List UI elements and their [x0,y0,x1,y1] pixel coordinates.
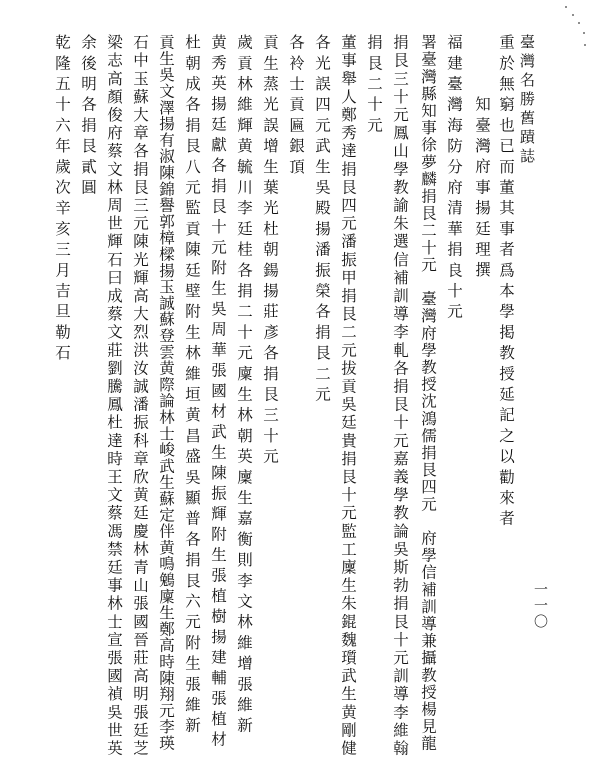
scan-speck [584,44,586,46]
text-column: 福建臺灣海防分府清華捐良十元 [445,34,463,324]
page-number: 一一〇 [532,582,548,630]
text-column: 捐艮三十元鳳山學教諭朱選信補訓導李軋各捐艮十元嘉義學教論吳斯勃捐艮十元訓導李維翰 [391,34,409,758]
text-column: 董事舉人鄭秀達捐艮四元潘振甲捐艮二元拔貢吳廷貴捐艮十元監工廩生朱錕魏瓆武生黄剛健 [339,34,357,758]
text-column: 貢生吳文澤揚有淑陳錦譽郭樟樑揚玉誠蘇登雲黄際論林士峻武生蘇定伴黄鳴鵵廩生鄭高時陳翔元李瑛 [157,34,175,752]
text-column: 貢生蒸光誤增生葉光杜朝鍚揚莊彥各捐艮三十元 [261,34,279,469]
text-column: 署臺灣縣知事徐夢麟捐艮二十元 臺灣府學教授沈鴻儒捐艮四元 府學信補訓導兼攝教授楊見龍 [419,34,437,753]
text-column: 余後明各捐艮貳圓 [79,34,97,200]
text-column: 石中玉蘇大章各捐艮三元陳光輝高大烈洪汝誠潘振科章欣黄廷慶林青山張國晉莊高明張廷芝 [131,34,149,758]
text-column: 各光誤四元武生吳殿揚潘振榮各捐艮二元 [313,34,331,407]
text-column: 重於無窮也已而董其事者爲本學掲教授延記之以勸來者 [497,34,515,531]
scan-speck [578,22,580,24]
text-column: 黄秀英揚廷獻各捐艮十元附生吳周華張國材武生陳振輝附生張植樹揚建輔張植材 [209,34,227,752]
text-column: 捐艮二十元 [365,34,383,138]
scan-speck [572,14,574,16]
scan-speck [583,32,585,34]
text-column: 各袊士貢匾銀頂 [287,34,305,179]
text-column: 杜朝成各捐艮八元監貢陳廷壁附生林維垣黄昌盛吳顯普各捐艮六元附生張維新 [183,34,201,738]
text-column: 梁志高顏俊府蔡文林周世輝石曰成蔡文莊劉騰鳳杜達時王文蔡馮禁廷事林士宣張國禎吳世英 [105,34,123,758]
text-column: 知臺灣府事揚廷理撰 [473,96,491,283]
scan-speck [565,6,567,8]
text-column: 歲貢林維輝黄毓川李廷桂各捐二十元廩生林朝英廩生嘉衡則李文林維增張維新 [235,34,253,738]
text-column: 乾隆五十六年歲次辛亥三月吉旦勒石 [53,34,71,366]
page-title: 臺灣名勝舊蹟誌 [518,34,536,167]
